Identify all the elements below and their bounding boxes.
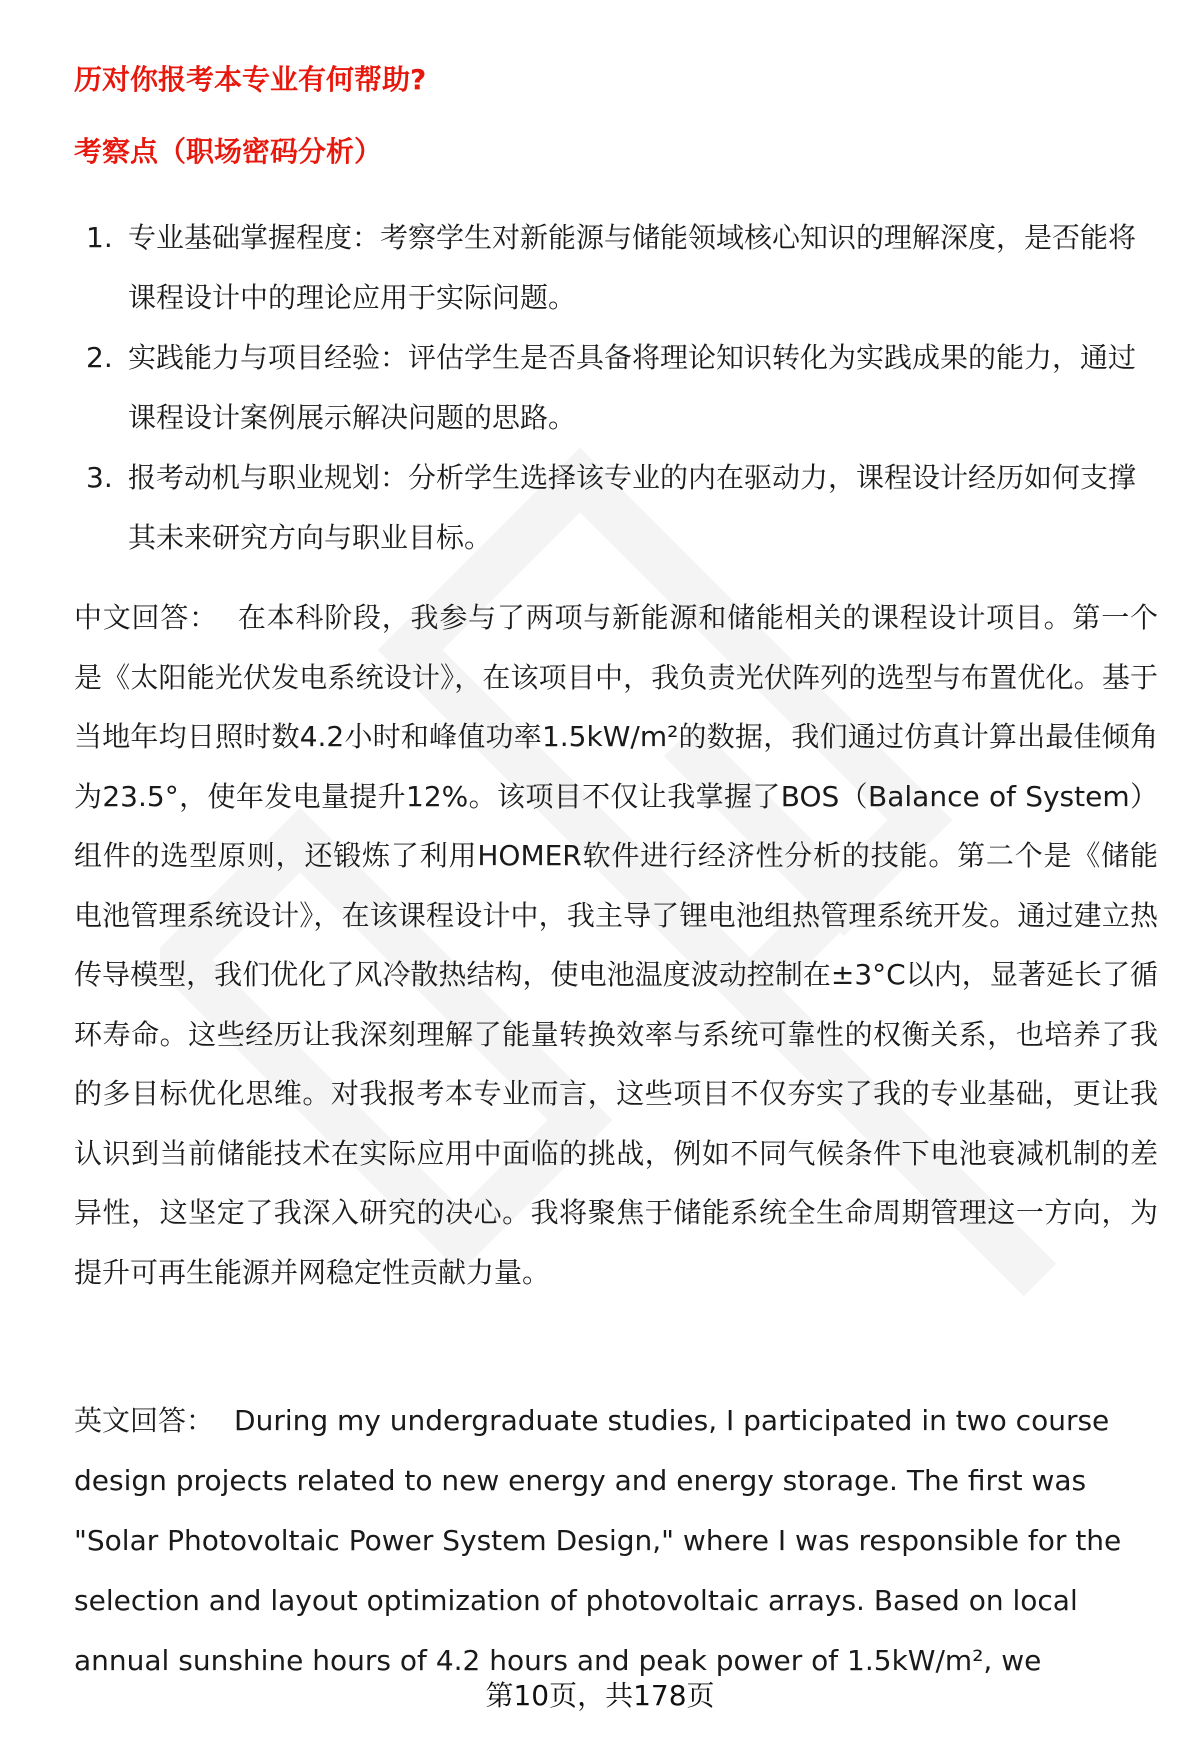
list-item-text: 实践能力与项目经验：评估学生是否具备将理论知识转化为实践成果的能力，通过课程设计案例展示解决问题的思路。 bbox=[128, 341, 1137, 434]
chinese-answer-text: 在本科阶段，我参与了两项与新能源和储能相关的课程设计项目。第一个是《太阳能光伏发电系统设计》，在该项目中，我负责光伏阵列的选型与布置优化。基于当地年均日照时数4.2小时和峰值功率1.5kW/m²的数据，我们通过仿真计算出最佳倾角为23.5°，使年发电量提升12%。该项目不仅让我掌握了BOS（Balance of System）组件的选型原则，还锻炼了利用HOMER软件进行经济性分析的技能。第二个是《储能电池管理系统设计》，在该课程设计中，我主导了锂电池组热管理系统开发。通过建立热传导模型，我们优化了风冷散热结构，使电池温度波动控制在±3°C以内，显著延长了循环寿命。这些经历让我深刻理解了能量转换效率与系统可靠性的权衡关系，也培养了我的多目标优化思维。对我报考本专业而言，这些项目不仅夯实了我的专业基础，更让我认识到当前储能技术在实际应用中面临的挑战，例如不同气候条件下电池衰减机制的差异性，这坚定了我深入研究的决心。我将聚焦于储能系统全生命周期管理这一方向，为提升可再生能源并网稳定性贡献力量。 bbox=[74, 601, 1158, 1289]
list-item bbox=[74, 448, 1154, 568]
list-item bbox=[74, 208, 1154, 328]
focus-points-heading: 考察点（职场密码分析） bbox=[74, 135, 383, 168]
english-answer-paragraph bbox=[74, 1391, 1158, 1691]
english-answer-text: During my undergraduate studies, I participated in two course design projects related to new energy and energy storage. The first was "Solar Photovoltaic Power System Design," where I was responsible for the selection and layout optimization of photovoltaic arrays. Based on local annual sunshine hours of 4.2 hours and peak power of 1.5kW/m², we bbox=[74, 1404, 1122, 1677]
list-item-text: 报考动机与职业规划：分析学生选择该专业的内在驱动力，课程设计经历如何支撑其未来研究方向与职业目标。 bbox=[128, 461, 1137, 554]
list-item bbox=[74, 328, 1154, 448]
english-answer-label: 英文回答： bbox=[74, 1404, 215, 1437]
list-item-number: 3. bbox=[86, 461, 113, 494]
list-item-text: 专业基础掌握程度：考察学生对新能源与储能领域核心知识的理解深度，是否能将课程设计中的理论应用于实际问题。 bbox=[128, 221, 1137, 314]
list-item-number: 1. bbox=[86, 221, 113, 254]
question-heading: 历对你报考本专业有何帮助? bbox=[74, 63, 427, 96]
chinese-answer-label: 中文回答： bbox=[74, 601, 218, 634]
chinese-answer-paragraph bbox=[74, 588, 1158, 1302]
list-item-number: 2. bbox=[86, 341, 113, 374]
focus-points-list bbox=[74, 208, 1154, 568]
page-number-footer: 第10页，共178页 bbox=[485, 1679, 715, 1712]
